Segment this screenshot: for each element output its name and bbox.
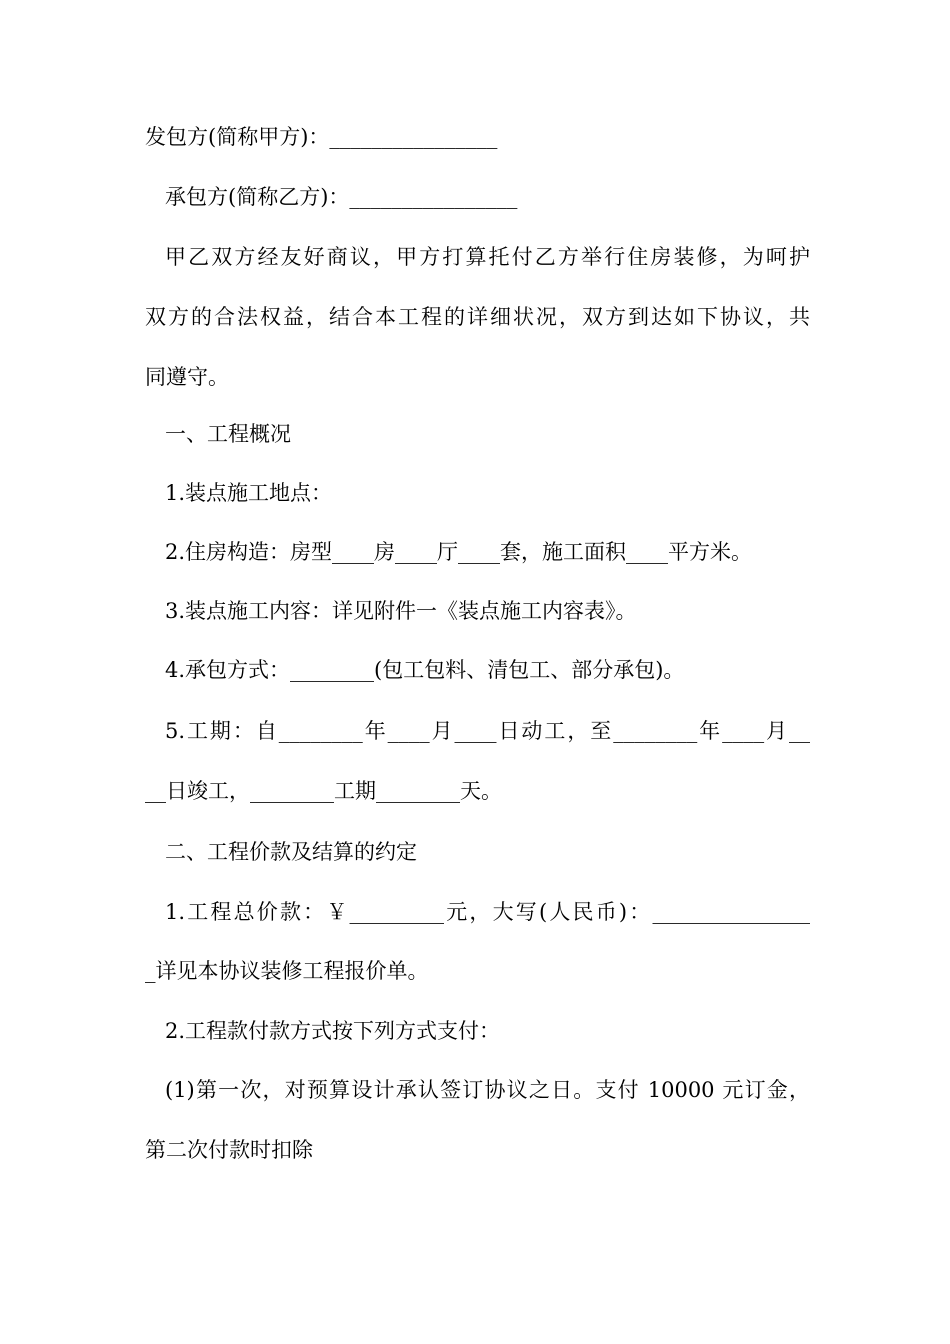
clause-2-1-line-1: 1.工程总价款：￥_________元，大写(人民币)：_______________ [165, 900, 810, 924]
clause-2-2: 2.工程款付款方式按下列方式支付： [165, 1019, 501, 1043]
preamble-line-2: 双方的合法权益，结合本工程的详细状况，双方到达如下协议，共 [145, 305, 810, 329]
preamble-line-3: 同遵守。 [145, 365, 229, 389]
clause-1-2: 2.住房构造：房型____房____厅____套，施工面积____平方米。 [165, 540, 753, 564]
clause-2-2-1-line-2: 第二次付款时扣除 [145, 1138, 313, 1162]
party-a-line: 发包方(简称甲方)：________________ [145, 125, 498, 149]
clause-2-2-1-line-1: (1)第一次，对预算设计承认签订协议之日。支付 10000 元订金， [165, 1078, 810, 1102]
preamble-line-1: 甲乙双方经友好商议，甲方打算托付乙方举行住房装修，为呵护 [165, 245, 810, 269]
section-heading-overview: 一、工程概况 [165, 422, 291, 446]
party-b-line: 承包方(简称乙方)：________________ [165, 185, 518, 209]
clause-1-3: 3.装点施工内容：详见附件一《装点施工内容表》。 [165, 599, 637, 623]
section-heading-price: 二、工程价款及结算的约定 [165, 840, 417, 864]
clause-2-1-line-2: _详见本协议装修工程报价单。 [145, 959, 429, 983]
clause-1-1: 1.装点施工地点： [165, 481, 333, 505]
clause-1-4: 4.承包方式：________(包工包料、清包工、部分承包)。 [165, 658, 685, 682]
clause-1-5-line-1: 5.工期：自________年____月____日动工，至________年____月__ [165, 719, 810, 743]
clause-1-5-line-2: __日竣工，________工期________天。 [145, 779, 502, 803]
